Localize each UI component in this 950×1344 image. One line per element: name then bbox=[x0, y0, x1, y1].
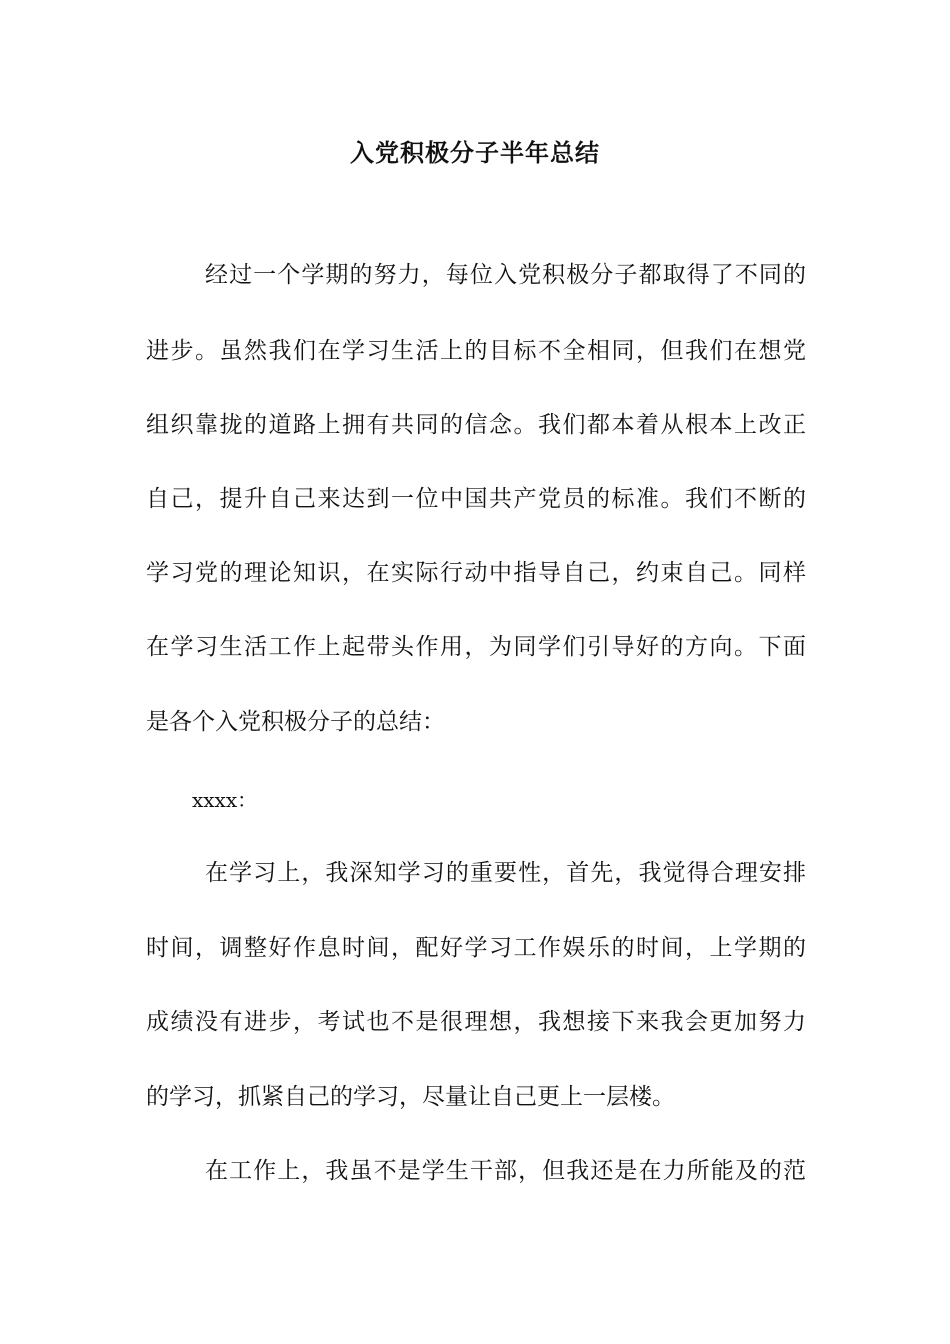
paragraph-1-line-1: 经过一个学期的努力，每位入党积极分子都取得了不同的 bbox=[205, 262, 806, 288]
member-name-label: xxxx： bbox=[192, 788, 258, 812]
paragraph-2-line-4: 的学习，抓紧自己的学习，尽量让自己更上一层楼。 bbox=[146, 1084, 675, 1110]
paragraph-2-line-3: 成绩没有进步，考试也不是很理想，我想接下来我会更加努力 bbox=[146, 1009, 806, 1035]
paragraph-1-line-4: 自己，提升自己来达到一位中国共产党员的标准。我们不断的 bbox=[146, 486, 806, 512]
paragraph-3-line-1: 在工作上，我虽不是学生干部，但我还是在力所能及的范 bbox=[205, 1158, 806, 1184]
paragraph-2-line-1: 在学习上，我深知学习的重要性，首先，我觉得合理安排 bbox=[205, 860, 806, 886]
paragraph-1-line-5: 学习党的理论知识，在实际行动中指导自己，约束自己。同样 bbox=[146, 560, 806, 586]
paragraph-1-line-6: 在学习生活工作上起带头作用，为同学们引导好的方向。下面 bbox=[146, 634, 806, 660]
paragraph-2-line-2: 时间，调整好作息时间，配好学习工作娱乐的时间，上学期的 bbox=[146, 935, 806, 961]
paragraph-1-line-3: 组织靠拢的道路上拥有共同的信念。我们都本着从根本上改正 bbox=[146, 412, 806, 438]
paragraph-1-line-2: 进步。虽然我们在学习生活上的目标不全相同，但我们在想党 bbox=[146, 338, 806, 364]
paragraph-1-line-7: 是各个入党积极分子的总结： bbox=[146, 709, 445, 735]
document-title: 入党积极分子半年总结 bbox=[350, 138, 600, 167]
